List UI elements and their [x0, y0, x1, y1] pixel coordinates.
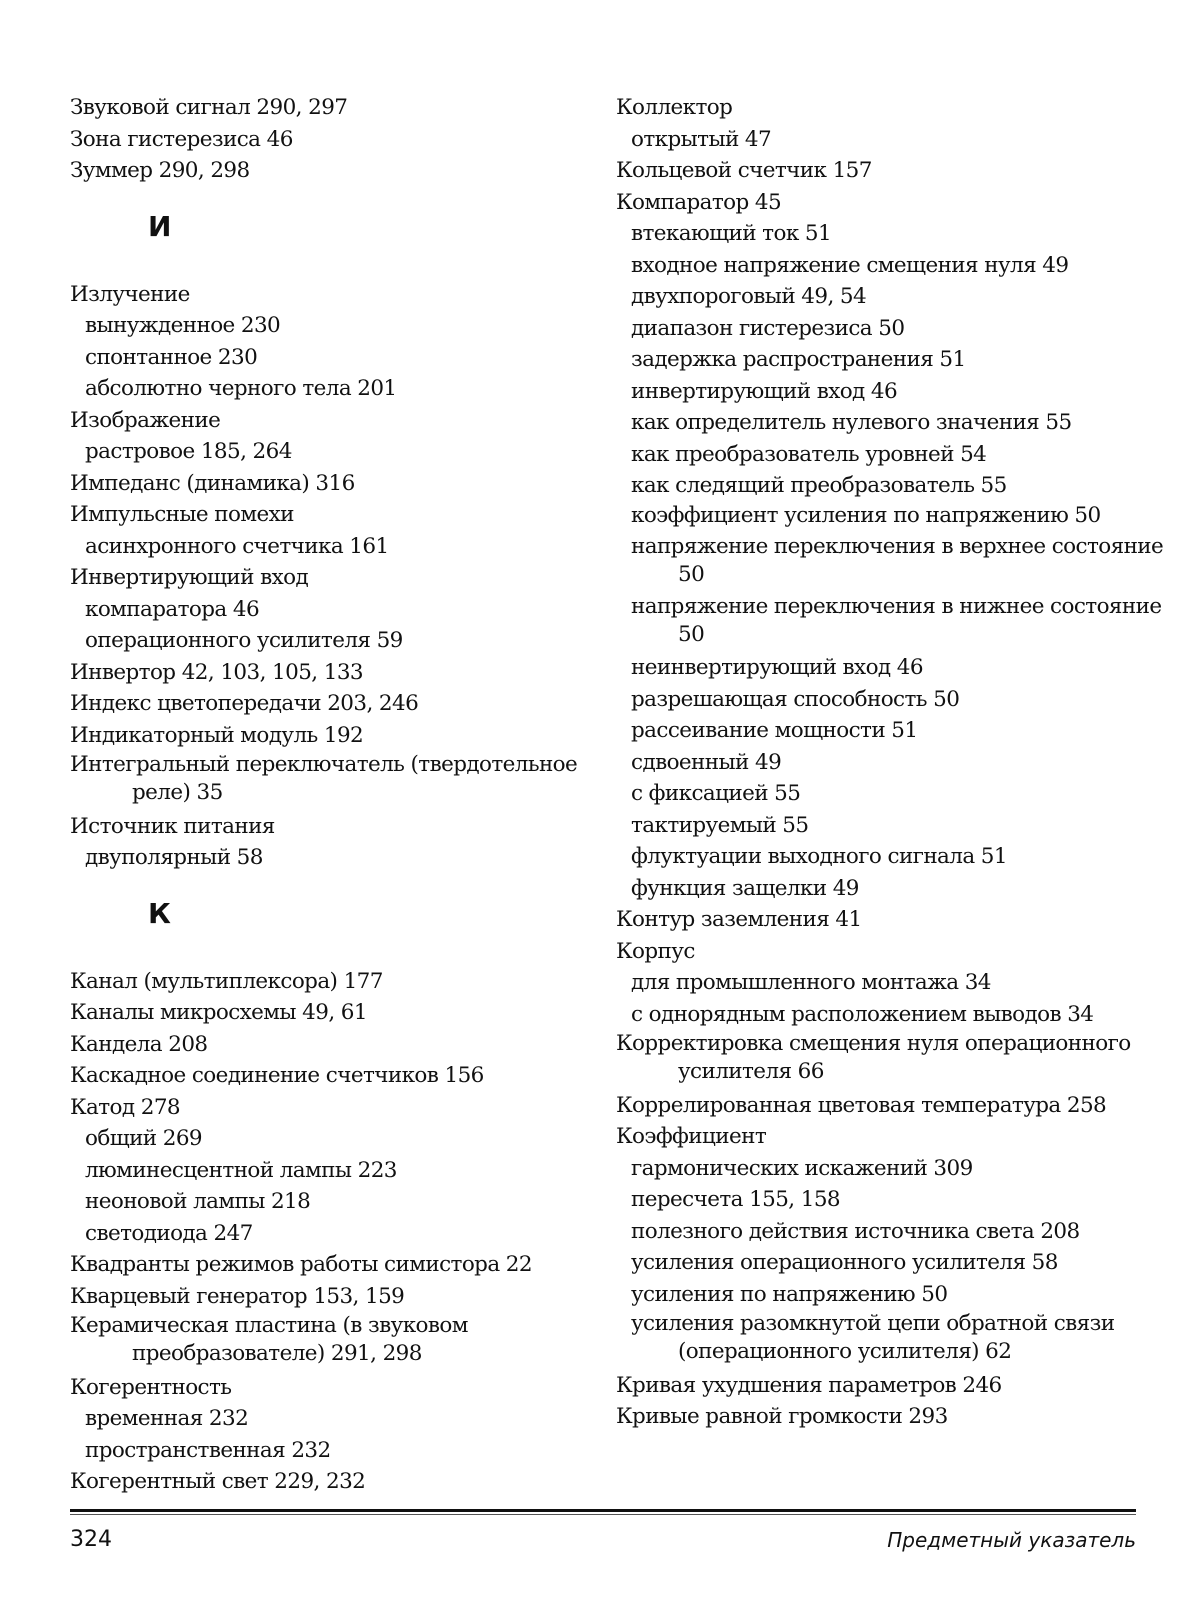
- index-subentry: задержка распространения 51: [631, 347, 966, 372]
- index-subentry: диапазон гистерезиса 50: [631, 315, 905, 341]
- index-subentry: двуполярный 58: [85, 845, 263, 870]
- index-subentry: компаратора 46: [85, 596, 260, 622]
- index-subentry: функция защелки 49: [631, 875, 859, 901]
- index-subentry: общий 269: [85, 1126, 203, 1151]
- index-subentry: входное напряжение смещения нуля 49: [631, 252, 1069, 278]
- index-subentry: сдвоенный 49: [631, 749, 782, 775]
- index-entry: Импеданс (динамика) 316: [70, 470, 355, 496]
- index-column-right: [616, 92, 1176, 1433]
- index-subentry: неоновой лампы 218: [85, 1189, 311, 1214]
- index-entry: Компаратор 45: [616, 189, 782, 215]
- index-subentry: абсолютно черного тела 201: [85, 376, 397, 401]
- index-entry: Кривая ухудшения параметров 246: [616, 1372, 1002, 1398]
- index-entry: Звуковой сигнал 290, 297: [70, 95, 348, 120]
- index-subentry: как преобразователь уровней 54: [631, 441, 987, 467]
- index-subentry: с однорядным расположением выводов 34: [631, 1001, 1094, 1027]
- index-column-left: [70, 92, 610, 1498]
- index-entry: Коллектор: [616, 95, 733, 120]
- index-entry: Керамическая пластина (в звуковом преобразователе) 291, 298: [70, 1313, 468, 1366]
- index-entry: Источник питания: [70, 813, 275, 839]
- index-entry: Квадранты режимов работы симистора 22: [70, 1252, 532, 1277]
- index-entry: Каналы микросхемы 49, 61: [70, 1000, 367, 1025]
- index-subentry: открытый 47: [631, 126, 772, 152]
- index-subentry: пространственная 232: [85, 1437, 331, 1463]
- index-subentry: как определитель нулевого значения 55: [631, 410, 1072, 435]
- index-subentry: полезного действия источника света 208: [631, 1218, 1080, 1244]
- index-entry: Коэффициент: [616, 1124, 767, 1149]
- index-entry: Кварцевый генератор 153, 159: [70, 1283, 405, 1309]
- index-entry: Изображение: [70, 407, 221, 433]
- index-entry: Излучение: [70, 281, 190, 307]
- index-entry: Инвертирующий вход: [70, 565, 309, 590]
- index-subentry: операционного усилителя 59: [85, 628, 403, 653]
- index-subentry: светодиода 247: [85, 1220, 253, 1246]
- section-letter: И: [148, 209, 172, 243]
- index-entry: Инвертор 42, 103, 105, 133: [70, 659, 363, 685]
- index-subentry: усиления разомкнутой цепи обратной связи (операционного усилителя) 62: [631, 1311, 1115, 1364]
- running-footer-title: Предметный указатель: [887, 1528, 1136, 1552]
- index-entry: Коррелированная цветовая температура 258: [616, 1092, 1107, 1118]
- index-entry: Контур заземления 41: [616, 907, 862, 932]
- index-entry: Когерентный свет 229, 232: [70, 1469, 366, 1494]
- page-number: 324: [70, 1527, 112, 1552]
- index-entry: Катод 278: [70, 1094, 181, 1120]
- index-subentry: вынужденное 230: [85, 313, 281, 338]
- index-entry: Импульсные помехи: [70, 502, 294, 527]
- index-subentry: двухпороговый 49, 54: [631, 284, 867, 309]
- index-entry: Зона гистерезиса 46: [70, 126, 293, 152]
- index-subentry: неинвертирующий вход 46: [631, 655, 923, 680]
- index-entry: Интегральный переключатель (твердотельное реле) 35: [70, 752, 578, 805]
- index-subentry: разрешающая способность 50: [631, 686, 960, 712]
- section-letter: К: [148, 896, 171, 930]
- index-subentry: усиления по напряжению 50: [631, 1281, 948, 1307]
- index-subentry: асинхронного счетчика 161: [85, 533, 389, 559]
- footer-rule: [70, 1509, 1136, 1512]
- index-subentry: рассеивание мощности 51: [631, 718, 918, 743]
- index-subentry: для промышленного монтажа 34: [631, 970, 991, 995]
- index-subentry: напряжение переключения в верхнее состояние 50: [631, 534, 1164, 587]
- index-subentry: напряжение переключения в нижнее состояние 50: [631, 593, 1162, 647]
- index-entry: Кривые равной громкости 293: [616, 1404, 948, 1429]
- index-subentry: спонтанное 230: [85, 344, 258, 370]
- footer-rule-thin: [70, 1514, 1136, 1515]
- index-subentry: инвертирующий вход 46: [631, 378, 898, 404]
- index-entry: Канал (мультиплексора) 177: [70, 968, 383, 994]
- index-subentry: люминесцентной лампы 223: [85, 1157, 397, 1183]
- index-subentry: как следящий преобразователь 55: [631, 473, 1007, 498]
- index-subentry: усиления операционного усилителя 58: [631, 1250, 1058, 1275]
- index-subentry: тактируемый 55: [631, 812, 809, 838]
- index-subentry: втекающий ток 51: [631, 221, 832, 246]
- index-subentry: растровое 185, 264: [85, 439, 292, 464]
- index-entry: Корректировка смещения нуля операционного усилителя 66: [616, 1031, 1131, 1084]
- index-entry: Индикаторный модуль 192: [70, 722, 364, 748]
- index-subentry: временная 232: [85, 1406, 249, 1431]
- index-subentry: флуктуации выходного сигнала 51: [631, 844, 1007, 869]
- index-subentry: коэффициент усиления по напряжению 50: [631, 502, 1101, 528]
- index-entry: Зуммер 290, 298: [70, 158, 250, 183]
- index-entry: Индекс цветопередачи 203, 246: [70, 691, 419, 716]
- index-subentry: с фиксацией 55: [631, 781, 801, 806]
- index-subentry: пересчета 155, 158: [631, 1187, 841, 1212]
- index-entry: Когерентность: [70, 1374, 232, 1400]
- index-entry: Кольцевой счетчик 157: [616, 158, 872, 183]
- index-entry: Каскадное соединение счетчиков 156: [70, 1063, 484, 1088]
- index-entry: Кандела 208: [70, 1031, 208, 1057]
- index-subentry: гармонических искажений 309: [631, 1155, 973, 1181]
- index-entry: Корпус: [616, 938, 695, 964]
